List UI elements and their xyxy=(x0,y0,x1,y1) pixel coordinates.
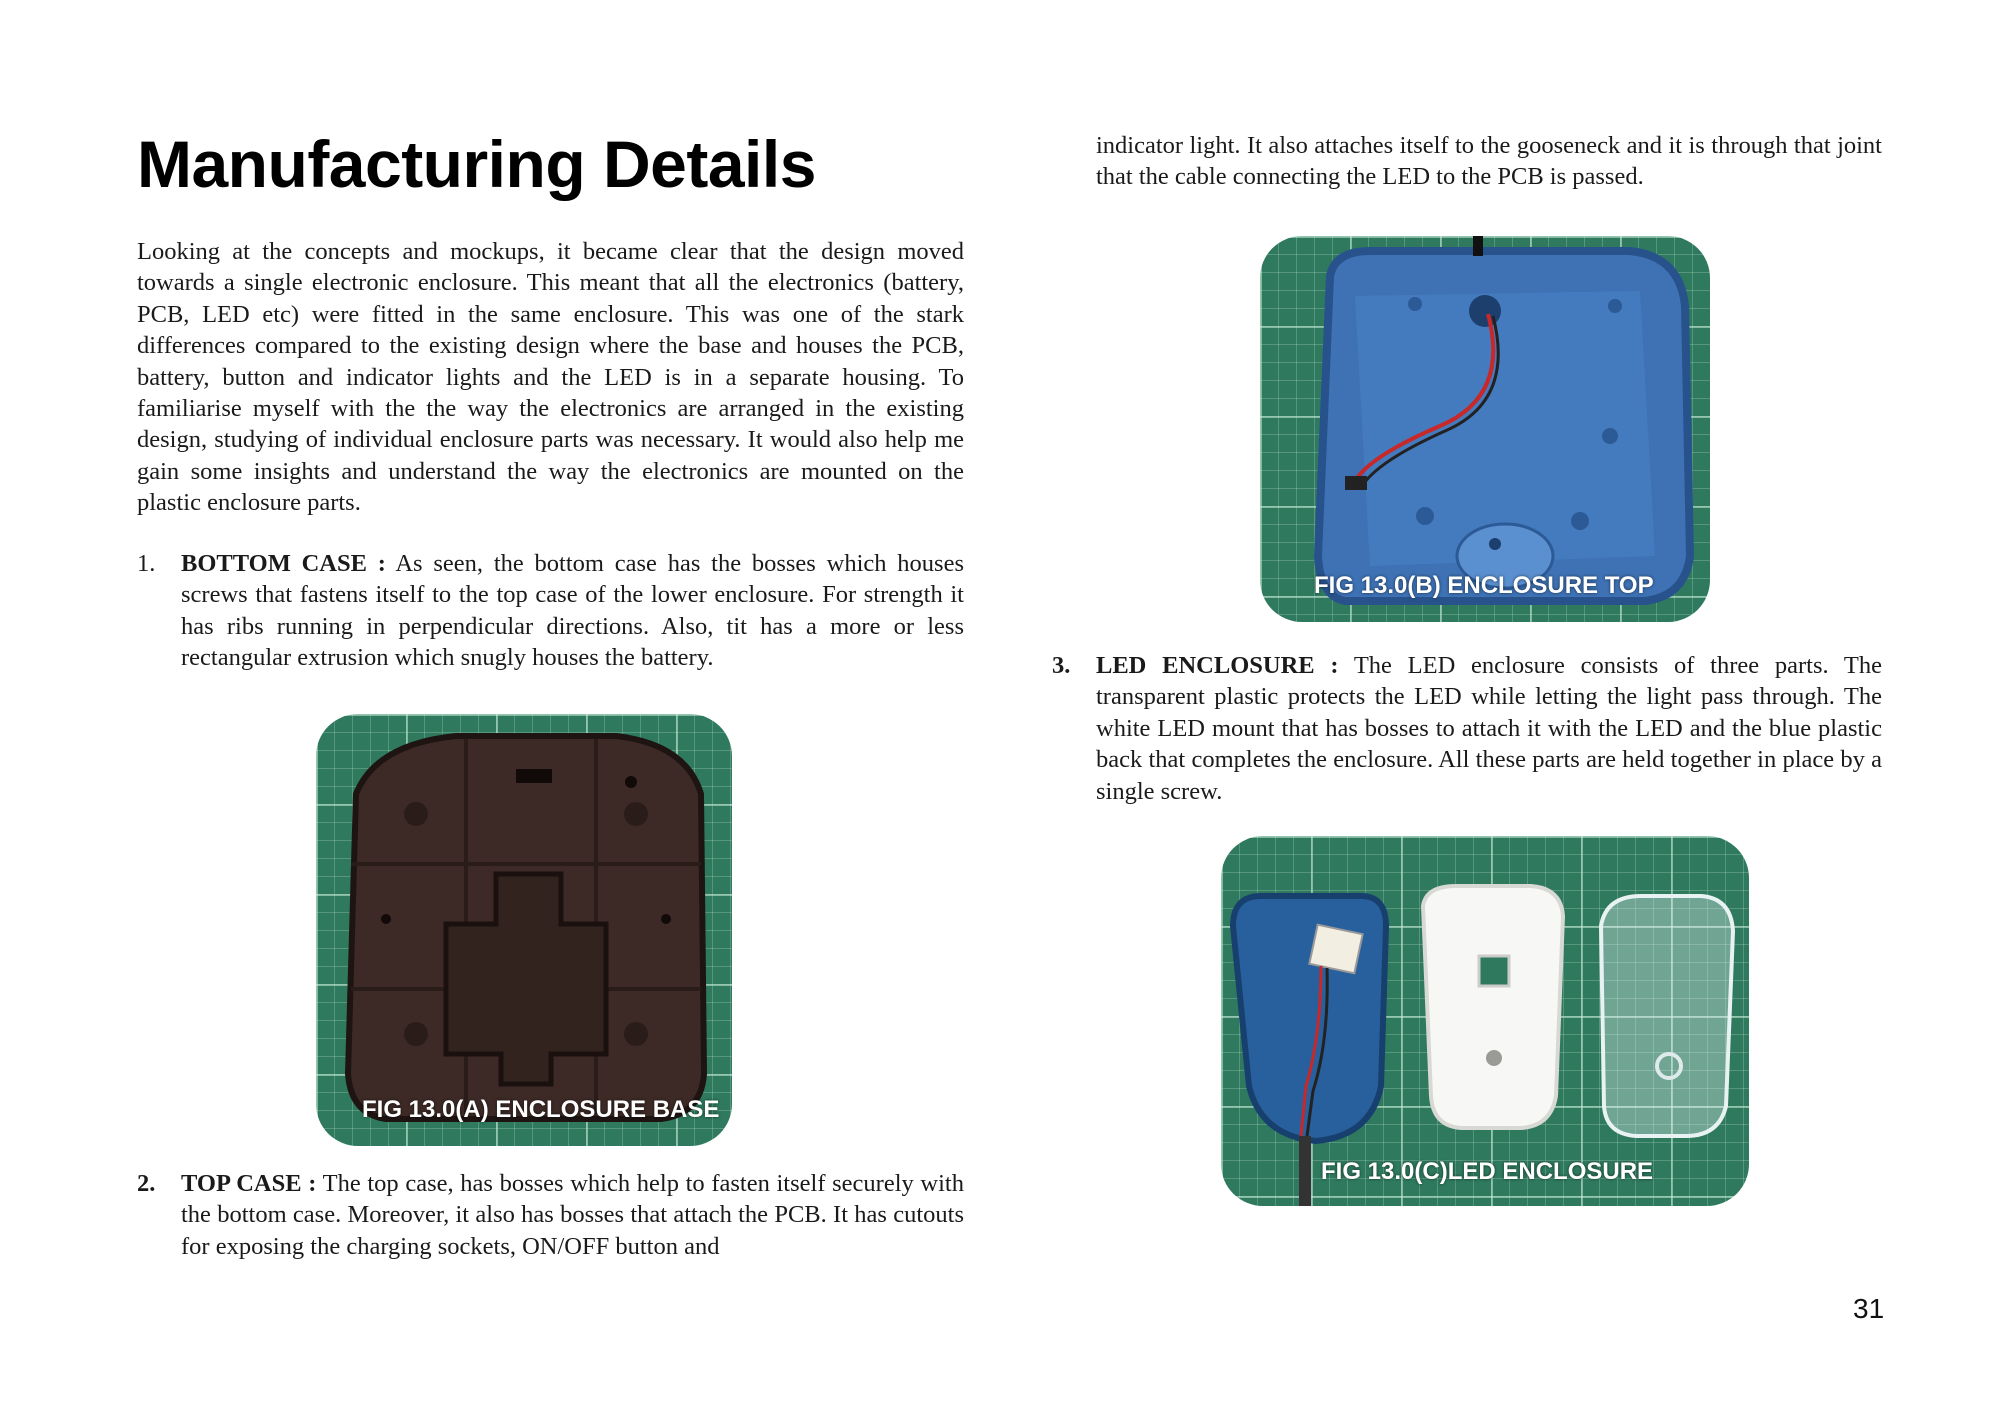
list-item-heading: BOTTOM CASE : xyxy=(181,550,386,577)
continuation-paragraph: indicator light. It also attaches itself to the gooseneck and it is through that joint that the cable connecting the LED to the PCB is passed. xyxy=(1096,132,1882,191)
page-title: Manufacturing Details xyxy=(137,127,816,201)
list-item-led-enclosure xyxy=(1052,650,1882,807)
list-item-text: As seen, the bottom case has the bosses which houses screws that fastens itself to the top case of the lower enclosure. For strength it has ribs running in perpendicular directions. Also, tit has a more or less rectangular extrusion which snugly houses the battery. xyxy=(181,550,964,672)
list-item-heading: LED ENCLOSURE : xyxy=(1096,652,1339,679)
enclosure-top-photo xyxy=(1260,236,1710,622)
list-item-text: The top case, has bosses which help to fasten itself securely with the bottom case. Moreover, it also has bosses that attach the PCB. It has cutouts for exposing the charging sockets, ON/OFF button and xyxy=(181,1170,964,1260)
figure-led-enclosure xyxy=(1221,836,1749,1206)
figure-caption: FIG 13.0(A) ENCLOSURE BASE xyxy=(362,1096,720,1123)
figure-caption: FIG 13.0(B) ENCLOSURE TOP xyxy=(1314,572,1654,599)
figure-enclosure-top xyxy=(1260,236,1710,622)
intro-paragraph: Looking at the concepts and mockups, it became clear that the design moved towards a single electronic enclosure. This meant that all the electronics (battery, PCB, LED etc) were fitted in the same enclosure. This was one of the stark differences compared to the existing design where the base and houses the PCB, battery, button and indicator lights and the LED is in a separate housing. To familiarise myself with the the way the electronics are arranged in the existing design, studying of individual enclosure parts was necessary. It would also help me gain some insights and understand the way the electronics are mounted on the plastic enclosure parts. xyxy=(137,238,964,517)
list-item-number: 2. xyxy=(137,1170,156,1197)
list-item-text: The LED enclosure consists of three parts. The transparent plastic protects the LED while letting the light pass through. The white LED mount that has bosses to attach it with the LED and the blue plastic back that completes the enclosure. All these parts are held together in place by a single screw. xyxy=(1096,652,1882,805)
list-item-number: 1. xyxy=(137,550,156,577)
list-item-heading: TOP CASE : xyxy=(181,1170,317,1197)
figure-enclosure-base xyxy=(316,714,732,1146)
list-item-bottom-case xyxy=(137,548,964,674)
led-enclosure-photo xyxy=(1221,836,1749,1206)
page-number: 31 xyxy=(1853,1293,1885,1324)
list-item-number: 3. xyxy=(1052,652,1071,679)
list-item-top-case xyxy=(137,1168,964,1262)
enclosure-base-photo xyxy=(316,714,732,1146)
figure-caption: FIG 13.0(C)LED ENCLOSURE xyxy=(1321,1158,1654,1185)
